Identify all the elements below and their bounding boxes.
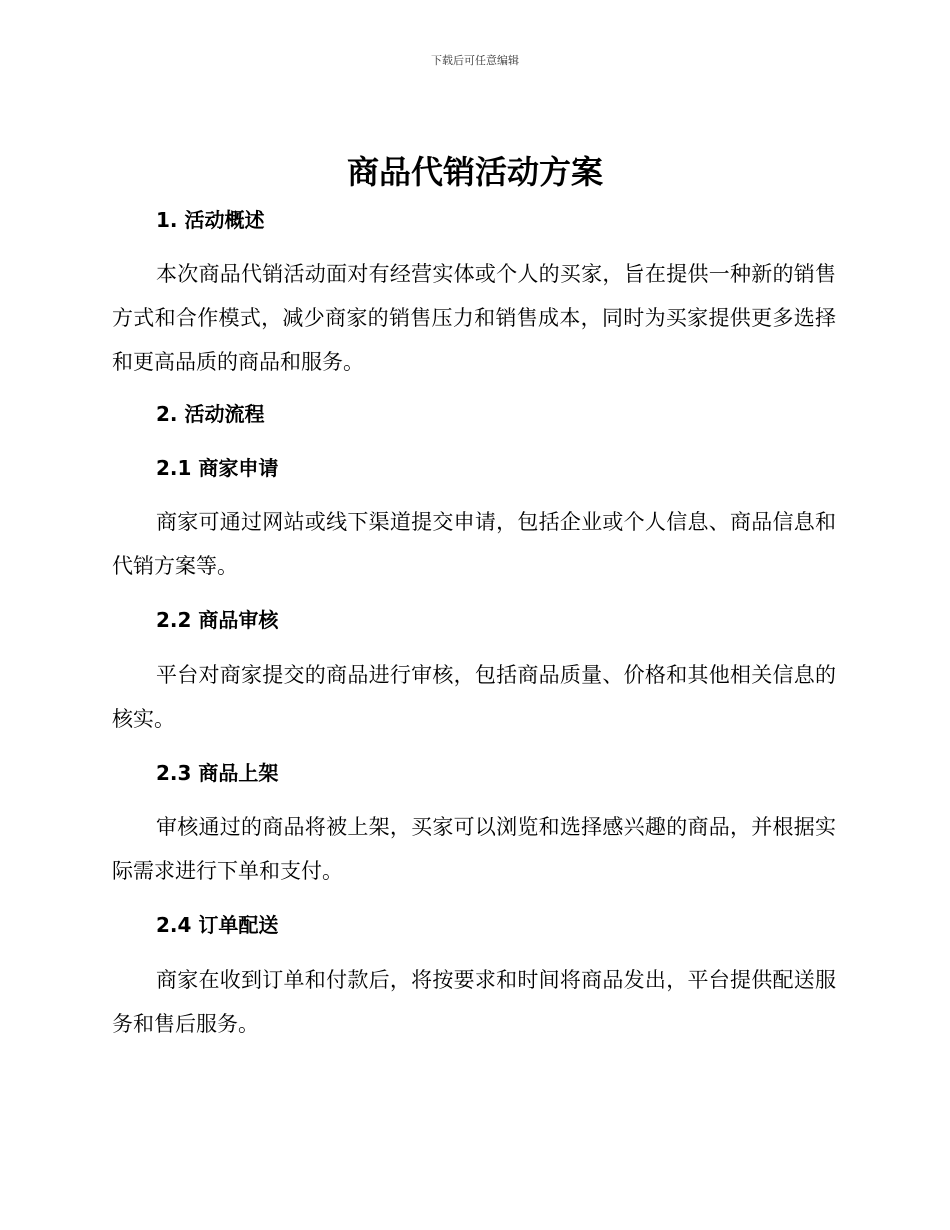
section-heading-process: 2. 活动流程 [156, 402, 265, 426]
section-heading-overview: 1. 活动概述 [156, 208, 265, 232]
document-title: 商品代销活动方案 [346, 153, 603, 191]
section-heading-merchant-apply: 2.1 商家申请 [156, 456, 279, 480]
section-body-overview: 本次商品代销活动面对有经营实体或个人的买家，旨在提供一种新的销售方式和合作模式，减少商家的销售压力和销售成本，同时为买家提供更多选择和更高品质的商品和服务。 [112, 262, 836, 374]
section-body-product-listing: 审核通过的商品将被上架，买家可以浏览和选择感兴趣的商品，并根据实际需求进行下单和支付。 [112, 815, 836, 883]
section-body-product-review: 平台对商家提交的商品进行审核，包括商品质量、价格和其他相关信息的核实。 [112, 663, 836, 731]
section-body-order-delivery: 商家在收到订单和付款后，将按要求和时间将商品发出，平台提供配送服务和售后服务。 [112, 968, 836, 1036]
section-heading-order-delivery: 2.4 订单配送 [156, 913, 279, 937]
section-heading-product-listing: 2.3 商品上架 [156, 761, 279, 785]
section-heading-product-review: 2.2 商品审核 [156, 608, 279, 632]
page-header-note: 下载后可任意编辑 [431, 54, 519, 67]
section-body-merchant-apply: 商家可通过网站或线下渠道提交申请，包括企业或个人信息、商品信息和代销方案等。 [112, 510, 836, 578]
